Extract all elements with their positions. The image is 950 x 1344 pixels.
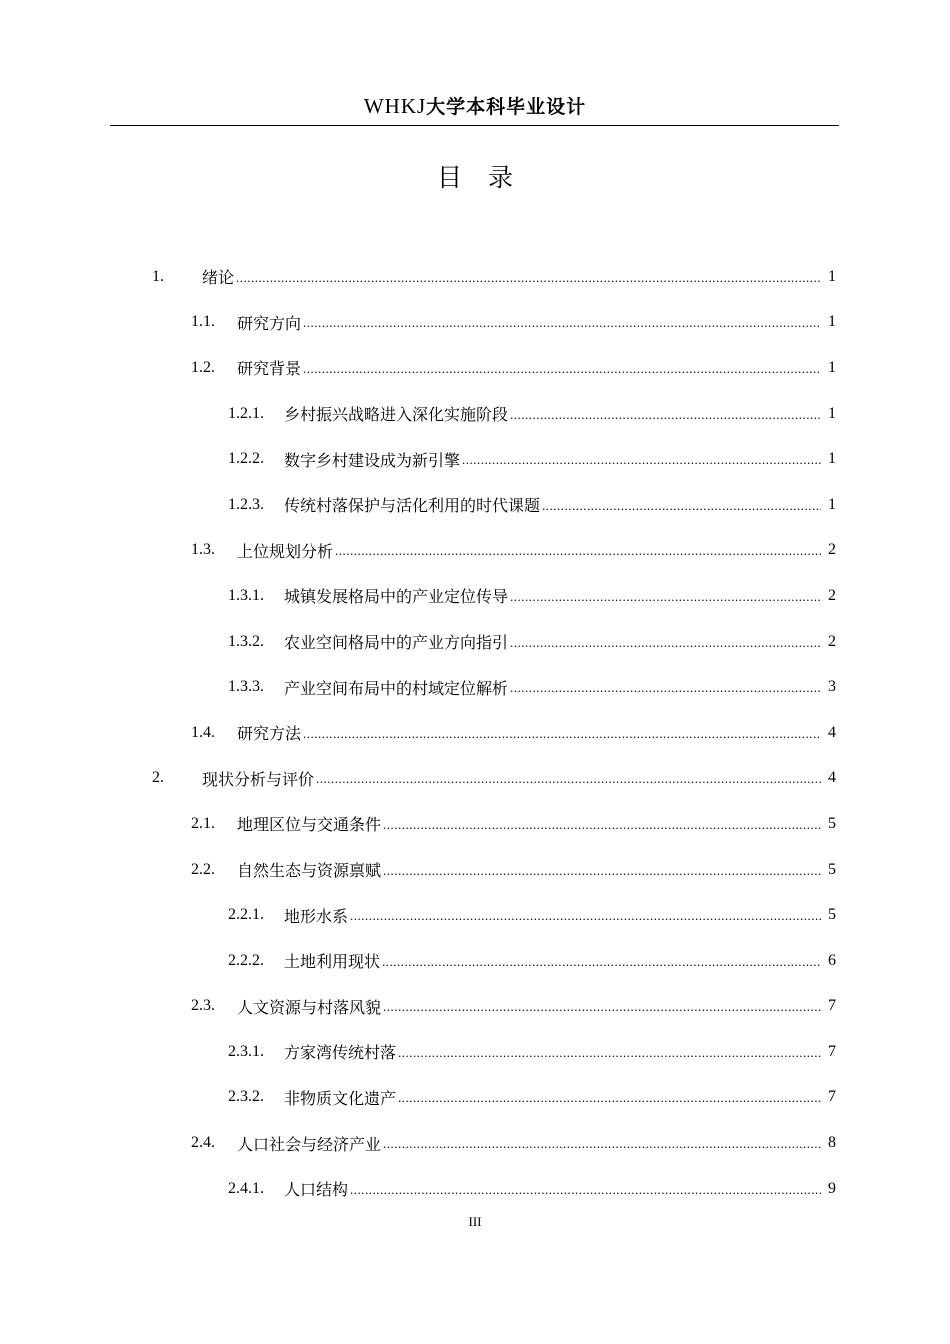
toc-entry-title: 自然生态与资源禀赋 bbox=[237, 861, 382, 881]
toc-entry-page: 1 bbox=[828, 267, 836, 285]
toc-dot-leader bbox=[510, 680, 821, 696]
toc-entry-title: 人口社会与经济产业 bbox=[237, 1134, 382, 1154]
toc-entry-number: 2. bbox=[152, 769, 164, 787]
toc-entry[interactable] bbox=[0, 664, 950, 710]
toc-dot-leader bbox=[350, 1182, 821, 1198]
toc-entry[interactable] bbox=[0, 345, 950, 391]
toc-entry-page: 1 bbox=[828, 450, 836, 468]
toc-entry[interactable] bbox=[0, 892, 950, 938]
toc-entry[interactable] bbox=[0, 1029, 950, 1075]
toc-entry-title: 绪论 bbox=[202, 268, 235, 288]
toc-entry-page: 7 bbox=[828, 1042, 836, 1060]
toc-dot-leader bbox=[303, 315, 821, 331]
toc-entry-page: 1 bbox=[828, 404, 836, 422]
toc-entry-title: 方家湾传统村落 bbox=[284, 1043, 397, 1063]
toc-dot-leader bbox=[350, 908, 821, 924]
toc-entry-page: 8 bbox=[828, 1134, 836, 1152]
toc-dot-leader bbox=[383, 863, 821, 879]
toc-dot-leader bbox=[398, 1045, 821, 1061]
toc-entry-page: 6 bbox=[828, 951, 836, 969]
toc-entry[interactable] bbox=[0, 847, 950, 893]
toc-dot-leader bbox=[236, 270, 821, 286]
toc-entry-title: 研究方向 bbox=[237, 313, 302, 333]
toc-entry-number: 1. bbox=[152, 267, 164, 285]
toc-dot-leader bbox=[383, 999, 821, 1015]
toc-entry[interactable] bbox=[0, 482, 950, 528]
toc-dot-leader bbox=[383, 1136, 821, 1152]
toc-entry-page: 5 bbox=[828, 814, 836, 832]
header-title: 大学本科毕业设计 bbox=[426, 96, 587, 118]
running-header bbox=[0, 92, 950, 119]
page-number: III bbox=[468, 1214, 482, 1229]
toc-entry[interactable] bbox=[0, 1075, 950, 1121]
toc-entry[interactable] bbox=[0, 710, 950, 756]
toc-dot-leader bbox=[462, 452, 821, 468]
page-title: 目录 bbox=[436, 163, 539, 192]
toc-entry-title: 土地利用现状 bbox=[284, 952, 381, 972]
toc-entry[interactable] bbox=[0, 300, 950, 346]
toc-entry[interactable] bbox=[0, 528, 950, 574]
toc-entry-page: 5 bbox=[828, 906, 836, 924]
toc-entry-title: 地形水系 bbox=[284, 906, 349, 926]
toc-entry-number: 1.3.3. bbox=[228, 678, 264, 696]
toc-dot-leader bbox=[510, 589, 821, 605]
toc-entry-page: 5 bbox=[828, 860, 836, 878]
toc-entry-number: 2.2. bbox=[191, 860, 215, 878]
toc-entry-title: 现状分析与评价 bbox=[202, 769, 315, 789]
toc-entry-title: 产业空间布局中的村域定位解析 bbox=[284, 678, 509, 698]
toc-entry-title: 数字乡村建设成为新引擎 bbox=[284, 450, 461, 470]
toc-entry[interactable] bbox=[0, 1120, 950, 1166]
toc-dot-leader bbox=[303, 361, 821, 377]
toc-entry[interactable] bbox=[0, 938, 950, 984]
toc-dot-leader bbox=[382, 954, 821, 970]
toc-entry-title: 上位规划分析 bbox=[237, 541, 334, 561]
toc-entry-page: 1 bbox=[828, 495, 836, 513]
header-prefix: WHKJ bbox=[363, 94, 427, 118]
toc-entry-number: 2.3. bbox=[191, 997, 215, 1015]
toc-dot-leader bbox=[316, 771, 821, 787]
toc-entry-number: 1.3.2. bbox=[228, 632, 264, 650]
toc-entry-page: 1 bbox=[828, 358, 836, 376]
toc-dot-leader bbox=[335, 543, 821, 559]
toc-dot-leader bbox=[542, 498, 821, 514]
toc-entry-number: 1.3.1. bbox=[228, 586, 264, 604]
toc-entry-title: 乡村振兴战略进入深化实施阶段 bbox=[284, 405, 509, 425]
toc-entry-title: 人口结构 bbox=[284, 1180, 349, 1200]
toc-entry-page: 2 bbox=[828, 632, 836, 650]
toc-entry-page: 7 bbox=[828, 997, 836, 1015]
toc-entry-number: 1.3. bbox=[191, 541, 215, 559]
toc-entry[interactable] bbox=[0, 984, 950, 1030]
toc-entry[interactable] bbox=[0, 756, 950, 802]
toc-entry-number: 2.4. bbox=[191, 1134, 215, 1152]
toc-dot-leader bbox=[398, 1090, 821, 1106]
toc-entry-title: 城镇发展格局中的产业定位传导 bbox=[284, 587, 509, 607]
toc-dot-leader bbox=[303, 726, 821, 742]
toc-entry-title: 研究背景 bbox=[237, 359, 302, 379]
toc-entry-number: 2.4.1. bbox=[228, 1179, 264, 1197]
toc-entry-number: 1.1. bbox=[191, 313, 215, 331]
toc-entry-number: 1.4. bbox=[191, 723, 215, 741]
toc-entry-page: 1 bbox=[828, 313, 836, 331]
toc-entry[interactable] bbox=[0, 619, 950, 665]
toc-entry[interactable] bbox=[0, 1166, 950, 1212]
toc-entry-page: 7 bbox=[828, 1088, 836, 1106]
toc-entry-page: 2 bbox=[828, 541, 836, 559]
toc-dot-leader bbox=[510, 407, 821, 423]
toc-entry-number: 1.2. bbox=[191, 358, 215, 376]
toc-dot-leader bbox=[510, 635, 821, 651]
toc-entry[interactable] bbox=[0, 573, 950, 619]
toc-entry-number: 1.2.2. bbox=[228, 450, 264, 468]
toc-entry-title: 研究方法 bbox=[237, 724, 302, 744]
toc-entry[interactable] bbox=[0, 391, 950, 437]
toc-entry[interactable] bbox=[0, 801, 950, 847]
toc-entry-page: 2 bbox=[828, 586, 836, 604]
toc-entry-title: 农业空间格局中的产业方向指引 bbox=[284, 633, 509, 653]
toc-entry-page: 3 bbox=[828, 678, 836, 696]
toc-entry-page: 4 bbox=[828, 769, 836, 787]
toc-entry[interactable] bbox=[0, 436, 950, 482]
toc-entry[interactable] bbox=[0, 254, 950, 300]
toc-entry-number: 2.2.1. bbox=[228, 906, 264, 924]
toc-entry-title: 人文资源与村落风貌 bbox=[237, 997, 382, 1017]
toc-entry-number: 2.2.2. bbox=[228, 951, 264, 969]
toc-entry-page: 4 bbox=[828, 723, 836, 741]
toc-entry-number: 2.3.1. bbox=[228, 1042, 264, 1060]
header-rule bbox=[110, 125, 839, 126]
toc-entry-title: 传统村落保护与活化利用的时代课题 bbox=[284, 496, 541, 516]
toc-entry-title: 地理区位与交通条件 bbox=[237, 815, 382, 835]
toc-entry-title: 非物质文化遗产 bbox=[284, 1088, 397, 1108]
toc-entry-number: 2.1. bbox=[191, 814, 215, 832]
toc-entry-page: 9 bbox=[828, 1179, 836, 1197]
toc-entry-number: 1.2.1. bbox=[228, 404, 264, 422]
toc-entry-number: 2.3.2. bbox=[228, 1088, 264, 1106]
toc-dot-leader bbox=[383, 817, 821, 833]
table-of-contents bbox=[0, 254, 950, 1211]
toc-entry-number: 1.2.3. bbox=[228, 495, 264, 513]
